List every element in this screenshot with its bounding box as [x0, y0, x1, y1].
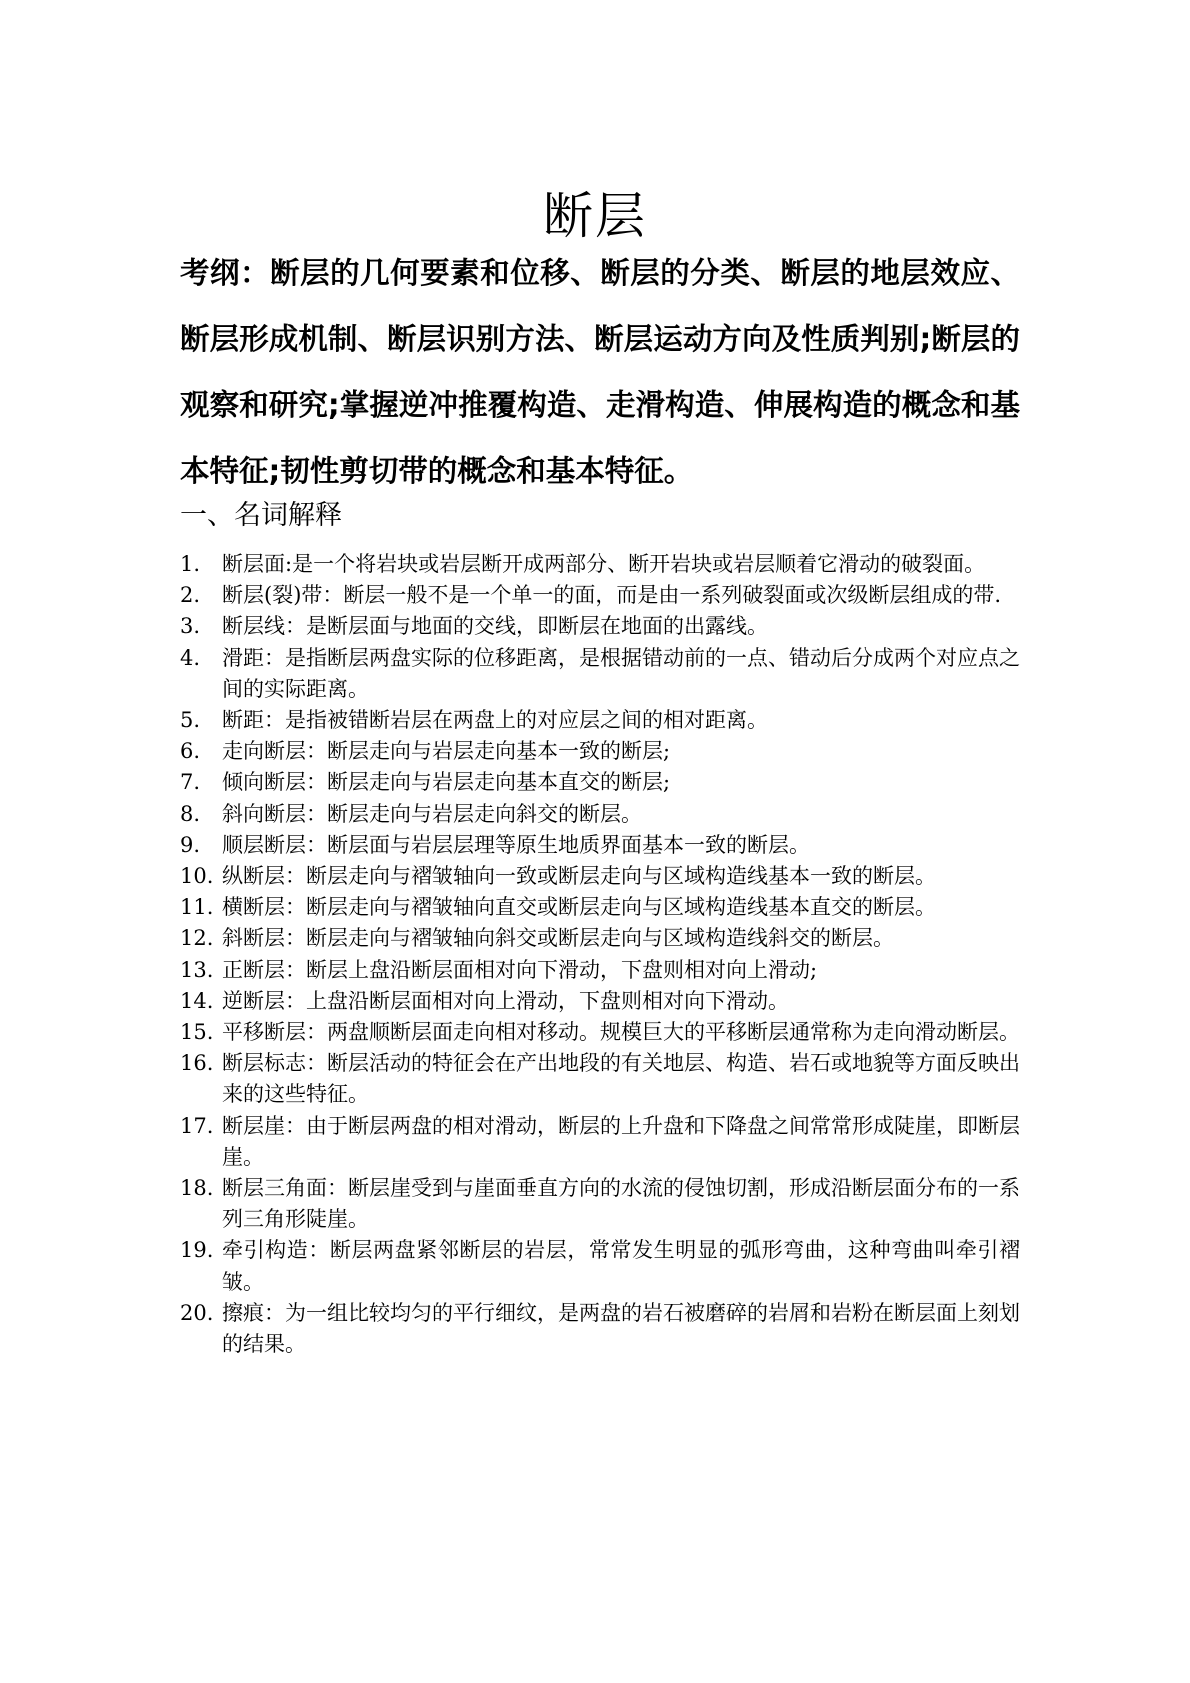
item-number: 16.	[180, 1051, 214, 1076]
item-number: 6.	[180, 739, 201, 764]
item-number: 15.	[180, 1020, 214, 1045]
item-text: 滑距：是指断层两盘实际的位移距离，是根据错动前的一点、错动后分成两个对应点之间的实际距离。	[222, 645, 1020, 701]
item-number: 7.	[180, 770, 201, 795]
glossary-item	[180, 767, 1020, 798]
item-text: 断层崖：由于断层两盘的相对滑动，断层的上升盘和下降盘之间常常形成陡崖，即断层崖。	[222, 1113, 1020, 1169]
item-number: 10.	[180, 864, 214, 889]
glossary-item	[180, 1048, 1020, 1110]
glossary-item	[180, 1173, 1020, 1235]
section-heading-glossary: 一、名词解释	[180, 500, 342, 531]
item-number: 19.	[180, 1238, 214, 1263]
item-text: 擦痕：为一组比较均匀的平行细纹，是两盘的岩石被磨碎的岩屑和岩粉在断层面上刻划的结果。	[222, 1300, 1020, 1357]
glossary-item	[180, 830, 1020, 861]
glossary-item	[180, 861, 1020, 892]
glossary-item	[180, 1017, 1020, 1048]
glossary-item	[180, 892, 1020, 923]
glossary-item	[180, 923, 1020, 954]
syllabus-outline: 考纲：断层的几何要素和位移、断层的分类、断层的地层效应、断层形成机制、断层识别方法、断层运动方向及性质判别;断层的观察和研究;掌握逆冲推覆构造、走滑构造、伸展构造的概念和基本特征;韧性剪切带的概念和基本特征。	[180, 256, 1020, 488]
item-text: 断层三角面：断层崖受到与崖面垂直方向的水流的侵蚀切割，形成沿断层面分布的一系列三角形陡崖。	[222, 1176, 1020, 1232]
item-number: 3.	[180, 614, 201, 639]
glossary-item	[180, 955, 1020, 986]
item-text: 倾向断层：断层走向与岩层走向基本直交的断层;	[222, 770, 671, 795]
item-text: 平移断层：两盘顺断层面走向相对移动。规模巨大的平移断层通常称为走向滑动断层。	[222, 1020, 1020, 1045]
glossary-item	[180, 549, 1020, 580]
item-number: 2.	[180, 583, 201, 608]
item-text: 纵断层：断层走向与褶皱轴向一致或断层走向与区域构造线基本一致的断层。	[222, 864, 936, 889]
item-number: 8.	[180, 801, 201, 826]
item-text: 斜向断层：断层走向与岩层走向斜交的断层。	[222, 801, 642, 826]
item-text: 走向断层：断层走向与岩层走向基本一致的断层;	[222, 739, 671, 764]
item-number: 1.	[180, 552, 201, 576]
item-number: 17.	[180, 1113, 214, 1138]
item-number: 9.	[180, 832, 201, 857]
glossary-item	[180, 736, 1020, 767]
glossary-item	[180, 705, 1020, 736]
item-number: 5.	[180, 708, 201, 733]
item-number: 4.	[180, 645, 201, 670]
glossary-item	[180, 643, 1020, 705]
glossary-item	[180, 799, 1020, 830]
item-text: 断层线：是断层面与地面的交线，即断层在地面的出露线。	[222, 614, 768, 639]
item-number: 14.	[180, 988, 214, 1013]
glossary-item	[180, 1235, 1020, 1297]
page-title: 断层	[543, 186, 647, 245]
item-number: 18.	[180, 1176, 214, 1201]
glossary-item	[180, 580, 1020, 611]
glossary-item	[180, 1298, 1020, 1360]
item-text: 斜断层：断层走向与褶皱轴向斜交或断层走向与区域构造线斜交的断层。	[222, 926, 894, 951]
glossary-item	[180, 1111, 1020, 1173]
item-number: 20.	[180, 1300, 214, 1325]
item-number: 12.	[180, 926, 214, 951]
item-number: 13.	[180, 957, 214, 982]
item-text: 顺层断层：断层面与岩层层理等原生地质界面基本一致的断层。	[222, 832, 810, 857]
item-text: 逆断层：上盘沿断层面相对向上滑动，下盘则相对向下滑动。	[222, 988, 789, 1013]
item-number: 11.	[180, 895, 214, 920]
item-text: 断层标志：断层活动的特征会在产出地段的有关地层、构造、岩石或地貌等方面反映出来的这些特征。	[222, 1051, 1020, 1107]
item-text: 正断层：断层上盘沿断层面相对向下滑动，下盘则相对向上滑动;	[222, 957, 818, 982]
item-text: 断距：是指被错断岩层在两盘上的对应层之间的相对距离。	[222, 708, 768, 733]
glossary-list	[180, 549, 1020, 1360]
glossary-item	[180, 986, 1020, 1017]
item-text: 牵引构造：断层两盘紧邻断层的岩层，常常发生明显的弧形弯曲，这种弯曲叫牵引褶皱。	[222, 1238, 1020, 1294]
item-text: 断层面:是一个将岩块或岩层断开成两部分、断开岩块或岩层顺着它滑动的破裂面。	[222, 552, 986, 576]
glossary-item	[180, 611, 1020, 642]
item-text: 横断层：断层走向与褶皱轴向直交或断层走向与区域构造线基本直交的断层。	[222, 895, 936, 920]
item-text: 断层(裂)带：断层一般不是一个单一的面，而是由一系列破裂面或次级断层组成的带.	[222, 583, 1002, 608]
